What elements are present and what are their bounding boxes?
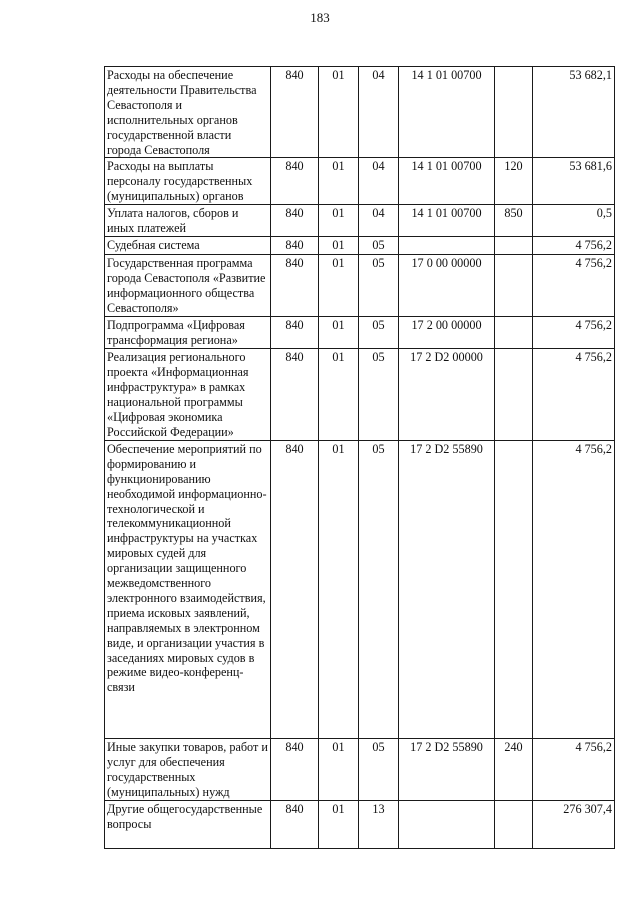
section-code-cell: 01 bbox=[319, 738, 359, 800]
row-name-cell: Обеспечение мероприятий по формированию и функционированию необходимой информационно-технологической и телекоммуникационной инфраструктуры на участках мировых судей для организации защищенного межведомственного электронного взаимодействия, приема исковых заявлений, направляемых в электронном виде, и организации участия в заседаниях мировых судов в режиме видео-конференц-связи bbox=[105, 440, 271, 738]
row-name-cell: Уплата налогов, сборов и иных платежей bbox=[105, 205, 271, 237]
subsection-code-cell: 04 bbox=[359, 67, 399, 158]
target-article-cell bbox=[399, 237, 495, 255]
target-article-cell: 14 1 01 00700 bbox=[399, 158, 495, 205]
section-code-cell: 01 bbox=[319, 67, 359, 158]
target-article-cell: 17 2 D2 55890 bbox=[399, 440, 495, 738]
section-code-cell: 01 bbox=[319, 205, 359, 237]
amount-cell: 4 756,2 bbox=[533, 440, 615, 738]
target-article-cell bbox=[399, 800, 495, 848]
ministry-code-cell: 840 bbox=[271, 205, 319, 237]
ministry-code-cell: 840 bbox=[271, 800, 319, 848]
expense-type-cell bbox=[495, 317, 533, 349]
row-name-cell: Расходы на выплаты персоналу государственных (муниципальных) органов bbox=[105, 158, 271, 205]
target-article-cell: 14 1 01 00700 bbox=[399, 205, 495, 237]
row-name-cell: Государственная программа города Севастополя «Развитие информационного общества Севастополя» bbox=[105, 255, 271, 317]
table-row bbox=[105, 738, 615, 800]
table-row bbox=[105, 237, 615, 255]
amount-cell: 4 756,2 bbox=[533, 349, 615, 440]
ministry-code-cell: 840 bbox=[271, 158, 319, 205]
section-code-cell: 01 bbox=[319, 317, 359, 349]
row-name-cell: Судебная система bbox=[105, 237, 271, 255]
ministry-code-cell: 840 bbox=[271, 349, 319, 440]
section-code-cell: 01 bbox=[319, 255, 359, 317]
page-number: 183 bbox=[310, 10, 330, 25]
expense-type-cell bbox=[495, 349, 533, 440]
section-code-cell: 01 bbox=[319, 800, 359, 848]
table-row bbox=[105, 255, 615, 317]
section-code-cell: 01 bbox=[319, 158, 359, 205]
amount-cell: 4 756,2 bbox=[533, 237, 615, 255]
amount-cell: 4 756,2 bbox=[533, 317, 615, 349]
row-name-cell: Реализация регионального проекта «Информационная инфраструктура» в рамках национальной программы «Цифровая экономика Российской Федерации» bbox=[105, 349, 271, 440]
subsection-code-cell: 04 bbox=[359, 158, 399, 205]
expense-type-cell: 120 bbox=[495, 158, 533, 205]
row-name-cell: Расходы на обеспечение деятельности Правительства Севастополя и исполнительных органов государственной власти города Севастополя bbox=[105, 67, 271, 158]
expense-type-cell bbox=[495, 255, 533, 317]
target-article-cell: 17 2 D2 55890 bbox=[399, 738, 495, 800]
table-row bbox=[105, 205, 615, 237]
target-article-cell: 17 2 D2 00000 bbox=[399, 349, 495, 440]
amount-cell: 4 756,2 bbox=[533, 255, 615, 317]
subsection-code-cell: 05 bbox=[359, 237, 399, 255]
subsection-code-cell: 05 bbox=[359, 738, 399, 800]
table-row bbox=[105, 800, 615, 848]
table-row bbox=[105, 349, 615, 440]
target-article-cell: 14 1 01 00700 bbox=[399, 67, 495, 158]
section-code-cell: 01 bbox=[319, 237, 359, 255]
amount-cell: 53 681,6 bbox=[533, 158, 615, 205]
ministry-code-cell: 840 bbox=[271, 440, 319, 738]
row-name-cell: Другие общегосударственные вопросы bbox=[105, 800, 271, 848]
table-row bbox=[105, 317, 615, 349]
row-name-cell: Иные закупки товаров, работ и услуг для обеспечения государственных (муниципальных) нужд bbox=[105, 738, 271, 800]
subsection-code-cell: 05 bbox=[359, 440, 399, 738]
expense-type-cell: 240 bbox=[495, 738, 533, 800]
ministry-code-cell: 840 bbox=[271, 67, 319, 158]
expense-type-cell bbox=[495, 237, 533, 255]
ministry-code-cell: 840 bbox=[271, 738, 319, 800]
row-name-cell: Подпрограмма «Цифровая трансформация региона» bbox=[105, 317, 271, 349]
subsection-code-cell: 05 bbox=[359, 255, 399, 317]
expense-type-cell: 850 bbox=[495, 205, 533, 237]
subsection-code-cell: 13 bbox=[359, 800, 399, 848]
expense-type-cell bbox=[495, 440, 533, 738]
table-row bbox=[105, 158, 615, 205]
expense-type-cell bbox=[495, 67, 533, 158]
amount-cell: 0,5 bbox=[533, 205, 615, 237]
section-code-cell: 01 bbox=[319, 440, 359, 738]
amount-cell: 276 307,4 bbox=[533, 800, 615, 848]
amount-cell: 53 682,1 bbox=[533, 67, 615, 158]
subsection-code-cell: 05 bbox=[359, 349, 399, 440]
subsection-code-cell: 05 bbox=[359, 317, 399, 349]
section-code-cell: 01 bbox=[319, 349, 359, 440]
subsection-code-cell: 04 bbox=[359, 205, 399, 237]
expense-type-cell bbox=[495, 800, 533, 848]
table-row bbox=[105, 67, 615, 158]
target-article-cell: 17 2 00 00000 bbox=[399, 317, 495, 349]
ministry-code-cell: 840 bbox=[271, 237, 319, 255]
ministry-code-cell: 840 bbox=[271, 255, 319, 317]
budget-table bbox=[104, 66, 615, 849]
amount-cell: 4 756,2 bbox=[533, 738, 615, 800]
table-row bbox=[105, 440, 615, 738]
ministry-code-cell: 840 bbox=[271, 317, 319, 349]
target-article-cell: 17 0 00 00000 bbox=[399, 255, 495, 317]
